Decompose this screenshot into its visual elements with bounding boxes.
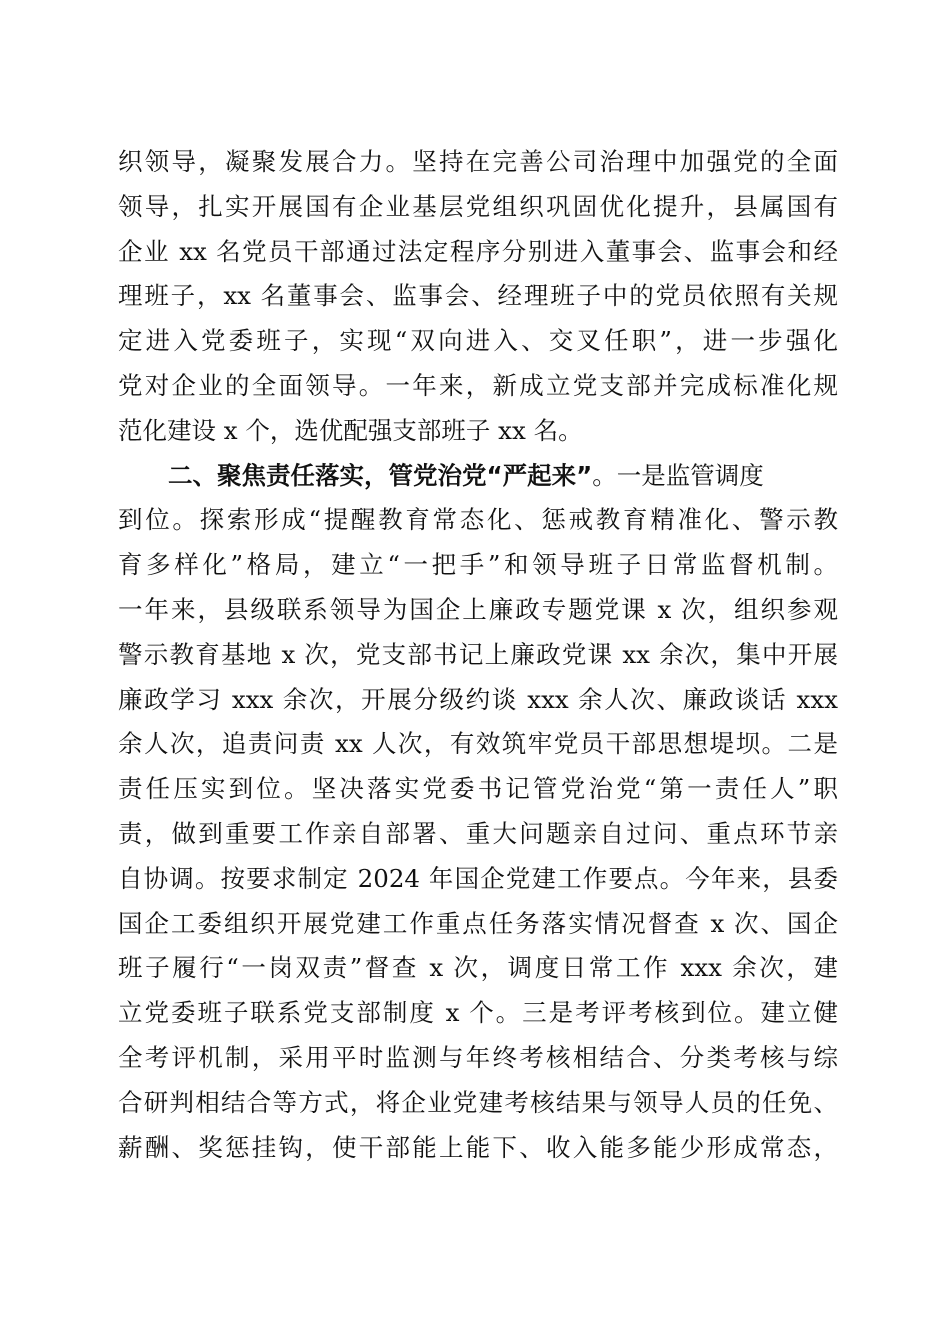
text-line: 自协调。按要求制定 2024 年国企党建工作要点。今年来，县委 bbox=[118, 863, 838, 893]
text-line: 全考评机制，采用平时监测与年终考核相结合、分类考核与综 bbox=[118, 1042, 838, 1072]
paragraph-1 bbox=[118, 140, 838, 454]
text-line: 班子履行“一岗双责”督查 x 次，调度日常工作 xxx 余次，建 bbox=[118, 953, 838, 983]
text-line: 定进入党委班子，实现“双向进入、交叉任职”，进一步强化 bbox=[118, 326, 838, 356]
text-line: 责，做到重要工作亲自部署、重大问题亲自过问、重点环节亲 bbox=[118, 818, 838, 848]
heading-continuation: 。一是监管调度 bbox=[592, 460, 764, 490]
text-line: 国企工委组织开展党建工作重点任务落实情况督查 x 次、国企 bbox=[118, 908, 838, 938]
text-line: 合研判相结合等方式，将企业党建考核结果与领导人员的任免、 bbox=[118, 1087, 838, 1117]
text-line: 立党委班子联系党支部制度 x 个。三是考评考核到位。建立健 bbox=[118, 998, 838, 1028]
text-line bbox=[118, 454, 838, 499]
text-line: 到位。探索形成“提醒教育常态化、惩戒教育精准化、警示教 bbox=[118, 505, 838, 535]
text-line: 薪酬、奖惩挂钩，使干部能上能下、收入能多能少形成常态， bbox=[118, 1132, 838, 1162]
text-line: 警示教育基地 x 次，党支部书记上廉政党课 xx 余次，集中开展 bbox=[118, 639, 838, 669]
text-line: 育多样化”格局，建立“一把手”和领导班子日常监督机制。 bbox=[118, 550, 838, 580]
text-line: 一年来，县级联系领导为国企上廉政专题党课 x 次，组织参观 bbox=[118, 594, 838, 624]
text-line: 织领导，凝聚发展合力。坚持在完善公司治理中加强党的全面 bbox=[118, 147, 838, 176]
text-line: 党对企业的全面领导。一年来，新成立党支部并完成标准化规 bbox=[118, 370, 838, 400]
text-line: 理班子，xx 名董事会、监事会、经理班子中的党员依照有关规 bbox=[118, 281, 838, 311]
text-line: 企业 xx 名党员干部通过法定程序分别进入董事会、监事会和经 bbox=[118, 236, 838, 266]
paragraph-2 bbox=[118, 454, 838, 1171]
text-line: 范化建设 x 个，选优配强支部班子 xx 名。 bbox=[118, 415, 583, 445]
text-line: 领导，扎实开展国有企业基层党组织巩固优化提升，县属国有 bbox=[118, 191, 838, 221]
text-line: 责任压实到位。坚决落实党委书记管党治党“第一责任人”职 bbox=[118, 774, 838, 804]
body-text bbox=[118, 140, 838, 1170]
section-heading: 二、聚焦责任落实，管党治党“严起来” bbox=[168, 460, 593, 490]
text-line: 廉政学习 xxx 余次，开展分级约谈 xxx 余人次、廉政谈话 xxx bbox=[118, 684, 838, 714]
text-line: 余人次，追责问责 xx 人次，有效筑牢党员干部思想堤坝。二是 bbox=[118, 729, 838, 759]
